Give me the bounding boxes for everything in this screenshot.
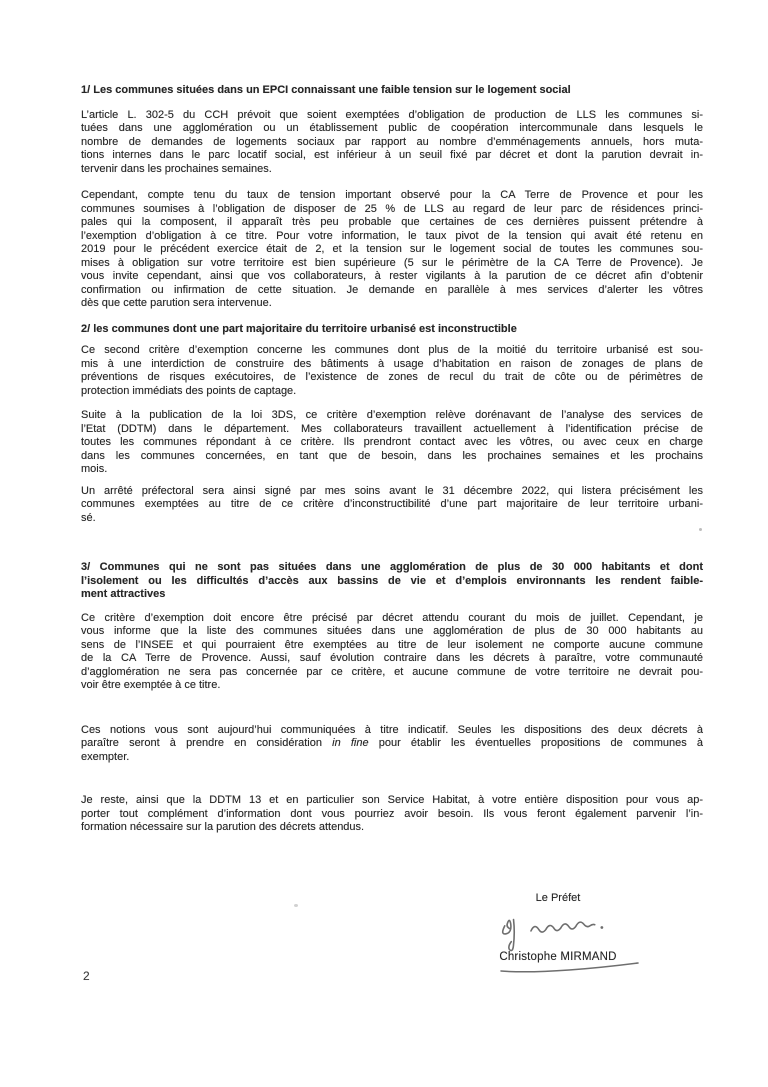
section-2-paragraph-2: Suite à la publication de la loi 3DS, ce critère d’exemption relève dorénavant de l’analyse des services de l’Etat (DDTM) dans le département. Mes collaborateurs travaillent actuellement à l’identification précise de toutes les communes répondant à ce critère. Ils prendront contact avec les vôtres, ou avec ceux en charge dans les communes concernées, en tant que de besoin, dans les prochaines semaines et les prochains mois. [81,409,703,475]
page-number: 2 [83,969,90,983]
section-3-paragraph-1: Ce critère d’exemption doit encore être précisé par décret attendu courant du mois de juillet. Cependant, je vous informe que la liste des communes situées dans une agglomération de plus de 30 000 habitants au sens de l’INSEE et qui pourraient être exemptées au titre de leur isolement ne comporte aucune commune de la CA Terre de Provence. Aussi, sauf évolution contraire dans les décrets à paraître, votre communauté d’agglomération ne sera pas concernée par ce critère, et aucune commune de votre territoire ne devrait pou- voir être exemptée à ce titre. [81,611,703,691]
scan-speck [699,528,702,531]
letter-body [81,84,703,975]
signature-block [453,892,663,975]
section-2-heading: 2/ les communes dont une part majoritaire du territoire urbanisé est inconstructible [81,322,517,335]
section-3-heading: 3/ Communes qui ne sont pas situées dans une agglomération de plus de 30 000 habitants et dont l’isolement ou les difficultés d’accès aux bassins de vie et d’emplois environnants les rendent faible- ment attractives [81,561,703,600]
signatory-role: Le Préfet [535,891,581,904]
section-2-paragraph-3: Un arrêté préfectoral sera ainsi signé par mes soins avant le 31 décembre 2022, qui listera précisément les communes exemptées au titre de ce critère d’inconstructibilité d’une part majoritaire de leur territoire urbani- sé. [81,484,703,524]
closing-paragraph-1: Ces notions vous sont aujourd’hui communiquées à titre indicatif. Seules les dispositions des deux décrets à paraître seront à prendre en considération in fine pour établir les éventuelles propositions de communes à exempter. [81,723,703,763]
signatory-name: Christophe MIRMAND [499,951,617,963]
section-1-paragraph-1: L’article L. 302-5 du CCH prévoit que soient exemptées d’obligation de production de LLS les communes si- tuées dans une agglomération ou un établissement public de coopération intercommunale dans lesquels le nombre de demandes de logements sociaux par rapport au nombre d’emménagements annuels, hors muta- tions internes dans le parc locatif social, est inférieur à un seuil fixé par décret et dont la parution devrait in- tervenir dans les prochaines semaines. [81,108,703,175]
section-2-paragraph-1: Ce second critère d’exemption concerne les communes dont plus de la moitié du territoire urbanisé est sou- mis à une interdiction de construire des bâtiments à usage d’habitation en raison de zonages de plans de préventions de risques exécutoires, de l’existence de zones de recul du trait de côte ou de périmètres de protection immédiats des points de captage. [81,344,703,397]
closing-paragraph-2: Je reste, ainsi que la DDTM 13 et en particulier son Service Habitat, à votre entière disposition pour vous ap- porter tout complément d’information dont vous pourriez avoir besoin. Ils vous feront également parvenir l’in- formation nécessaire sur la parution des décrets attendus. [81,794,703,833]
section-1-paragraph-2: Cependant, compte tenu du taux de tension important observé pour la CA Terre de Provence et pour les communes soumises à l’obligation de disposer de 25 % de LLS au regard de leur parc de résidences princi- pales qui la composent, il apparaît très peu probable que certaines de ces dernières puissent prétendre à l’exemption d’obligation à ce titre. Pour votre information, le taux pivot de la tension qui avait été retenu en 2019 pour le précédent exercice était de 2, et la tension sur le logement social de toutes les communes sou- mises à obligation sur votre territoire est bien supérieure (5 sur le périmètre de la CA Terre de Provence). Je vous invite cependant, ainsi que vos collaborateurs, à rester vigilants à la parution de ce décret afin d’obtenir confirmation ou infirmation de cette situation. Je demande en parallèle à mes services d’alerter les vôtres dès que cette parution sera intervenue. [81,189,703,309]
signature-handwriting [482,908,633,955]
signature-underline-flourish [499,961,641,975]
section-1-heading: 1/ Les communes situées dans un EPCI connaissant une faible tension sur le logement social [81,84,571,96]
scan-speck [294,904,298,907]
